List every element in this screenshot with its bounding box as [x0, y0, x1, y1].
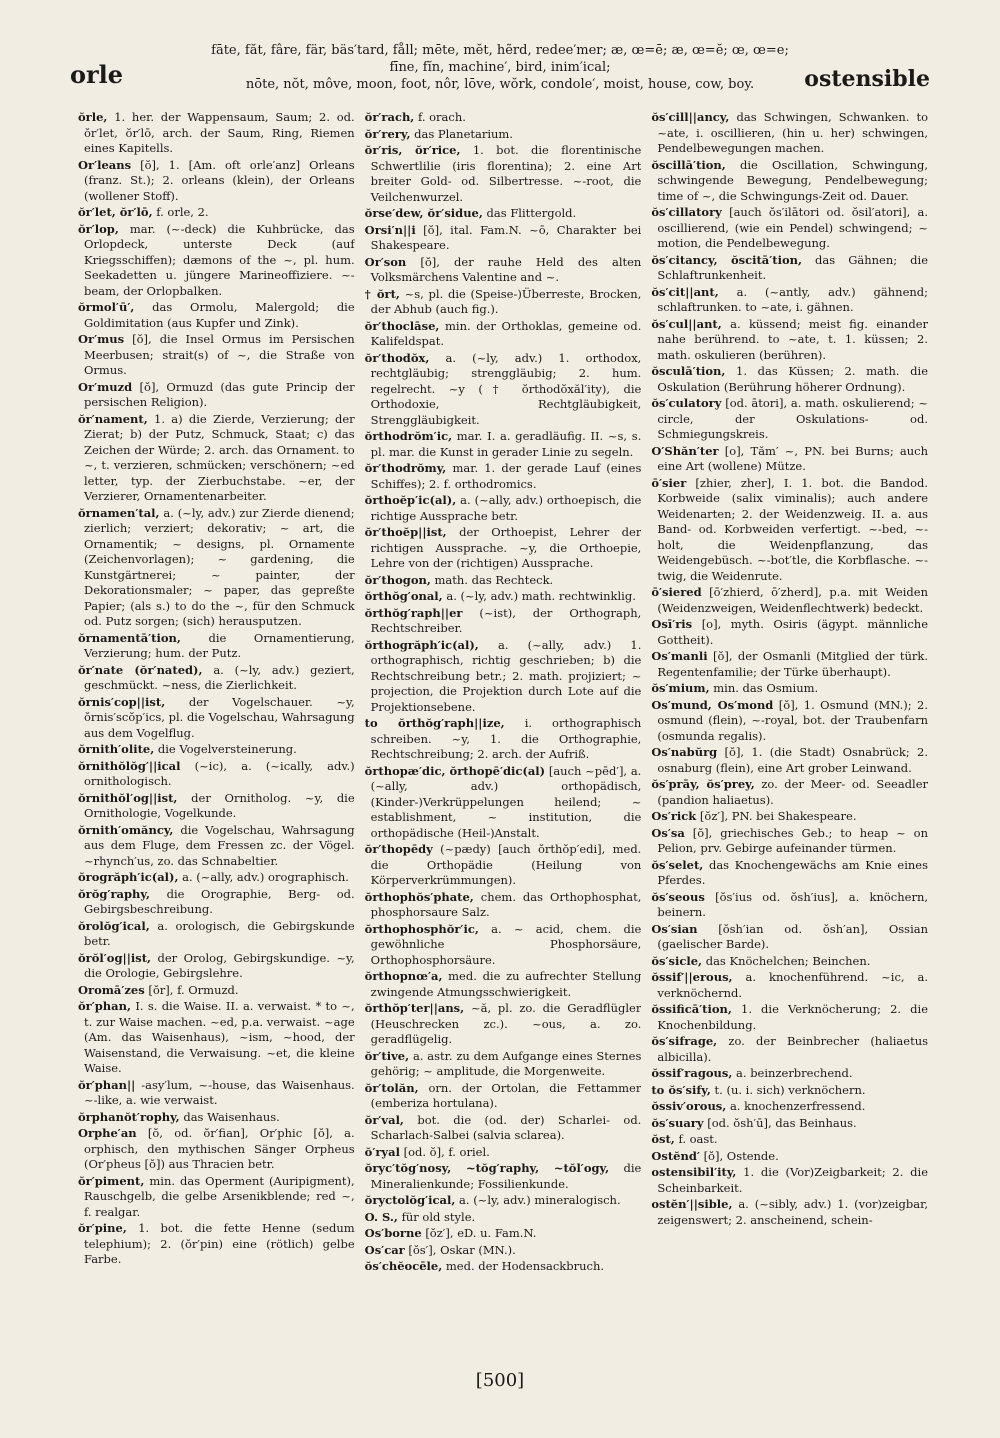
entry-headword: Os′nabŭrg — [651, 745, 718, 759]
dictionary-entry — [365, 461, 642, 492]
entry-definition: [ŏr], f. Ormuzd. — [148, 982, 239, 997]
entry-headword: ŏ′ryal — [364, 1144, 400, 1159]
entry-headword: ŏrthŏg′onal, — [364, 589, 443, 603]
entry-definition: med. der Hodensackbruch. — [445, 1259, 605, 1273]
dictionary-entry — [78, 791, 355, 822]
entry-headword: ostensibil′ity, — [651, 1165, 737, 1179]
dictionary-entry — [365, 1243, 642, 1259]
entry-headword: ŏrthophŏs′phate, — [364, 889, 474, 904]
entry-headword: ŏryctolŏg′ical, — [364, 1193, 456, 1207]
entry-headword: ŏs′culatory — [651, 396, 722, 410]
dictionary-entry — [651, 585, 928, 616]
entry-headword: ŏssif′||erous, — [651, 970, 733, 984]
right-guide-word: ostensible — [804, 66, 930, 92]
dictionary-entry — [365, 573, 642, 589]
dictionary-entry — [78, 1126, 355, 1173]
dictionary-entry — [365, 969, 642, 1000]
dictionary-entry — [651, 858, 928, 889]
entry-headword: ŏrolŏg′ical, — [78, 918, 150, 933]
entry-definition: [ŏ], Ostende. — [703, 1148, 779, 1163]
dictionary-entry — [78, 695, 355, 742]
entry-headword: ŏrse′dew, ŏr′sidue, — [364, 206, 483, 220]
entry-headword: ŏssiv′orous, — [651, 1099, 727, 1113]
dictionary-entry — [365, 287, 642, 318]
dictionary-entry — [78, 158, 355, 205]
entry-definition: 1. die (Vor)Zeigbarkeit; 2. die Scheinbarkeit. — [657, 1165, 929, 1195]
dictionary-entry — [651, 110, 928, 157]
entry-headword: ŏrnamentā′tion, — [78, 630, 181, 645]
dictionary-entry — [78, 823, 355, 870]
entry-definition: der Orthoepist, Lehrer der richtigen Aussprache. ~y, die Orthoepie, Lehre von der (richtigen) Aussprache. — [370, 525, 642, 570]
entry-definition: [od. ŏsh′ū], das Beinhaus. — [707, 1115, 857, 1130]
entry-headword: ŏr′thodŏx, — [364, 350, 430, 365]
entry-headword: ŏr′rach, — [364, 110, 415, 124]
page-number: [500] — [475, 1370, 525, 1391]
dictionary-entry — [365, 606, 642, 637]
entry-definition: 1. das Küssen; 2. math. die Oskulation (Berührung höherer Ordnung). — [657, 364, 929, 394]
entry-definition: min. der Orthoklas, gemeine od. Kalifeldspat. — [370, 318, 642, 348]
entry-headword: ŏrogrăph′ic(al), — [78, 870, 179, 884]
dictionary-entry — [78, 110, 355, 157]
dictionary-entry — [78, 1174, 355, 1221]
entry-headword: ŏssificā′tion, — [651, 1002, 732, 1016]
entry-headword: ŏrthodrŏm′ic, — [364, 429, 453, 443]
entry-headword: ŏs′selet, — [651, 857, 704, 872]
entry-definition: [ŏz′], PN. bei Shakespeare. — [699, 809, 857, 823]
entry-definition: das Gähnen; die Schlaftrunkenheit. — [657, 252, 929, 282]
entry-headword: ŏr′phan|| — [78, 1077, 136, 1092]
entry-definition: das Flittergold. — [486, 206, 577, 220]
entry-definition: der Orolog, Gebirgskundige. ~y, die Orologie, Gebirgslehre. — [84, 950, 355, 980]
dictionary-entry — [365, 127, 642, 143]
dictionary-entry — [651, 158, 928, 205]
entry-headword: Or′muzd — [78, 379, 133, 394]
entry-definition: min. das Osmium. — [713, 681, 819, 695]
entry-headword: ŏrthŏg′raph||er — [364, 605, 463, 620]
dictionary-entry — [365, 922, 642, 969]
dictionary-entry — [78, 887, 355, 918]
dictionary-entry — [365, 589, 642, 605]
entry-headword: ŏr′lop, — [78, 221, 119, 236]
dictionary-entry — [365, 1193, 642, 1209]
entry-definition: das Schwingen, Schwanken. to ~ate, i. oscillieren, (hin u. her) schwingen, Pendelbewegungen machen. — [657, 110, 929, 155]
entry-headword: ŏs′cillatory — [651, 205, 722, 219]
dictionary-entry — [365, 1161, 642, 1192]
dictionary-entry — [365, 1049, 642, 1080]
entry-headword: ŏs′mium, — [651, 681, 710, 695]
dictionary-entry — [365, 1081, 642, 1112]
entry-definition: a. (~ly, adv.) 1. orthodox, rechtgläubig; strenggläubig; 2. hum. regelrecht. ~y († ŏrthodŏxăl′ity), die Orthodoxie, Rechtgläubigkeit, Strenggläubigkeit. — [370, 350, 642, 427]
dictionary-entry — [651, 826, 928, 857]
entry-headword: Osī′ris — [651, 617, 693, 631]
dictionary-entry — [78, 1078, 355, 1109]
entry-definition: f. orle, 2. — [156, 205, 209, 219]
entry-headword: ŏs′cill||ancy, — [651, 110, 730, 124]
entry-definition: -asy′lum, ~-house, das Waisenhaus. ~-like, a. wie verwaist. — [84, 1077, 355, 1107]
entry-headword: Os′sa — [651, 825, 685, 840]
dictionary-entry — [365, 525, 642, 572]
dictionary-entry — [651, 285, 928, 316]
entry-headword: Orsi′n||i — [364, 222, 416, 237]
entry-definition: [ŏ], ital. Fam.N. ~ō, Charakter bei Shakespeare. — [370, 222, 642, 252]
pronunciation-key — [200, 42, 800, 93]
dictionary-entry — [651, 745, 928, 776]
entry-definition: [ŏ], Ormuzd (das gute Princip der persischen Religion). — [84, 379, 355, 409]
entry-definition: a. küssend; meist fig. einander nahe berührend. to ~ate, t. 1. küssen; 2. math. oskulieren (berühren). — [657, 316, 929, 362]
entry-headword: ŏs′cit||ant, — [651, 284, 719, 299]
entry-definition: min. das Operment (Auripigment), Rauschgelb, die gelbe Arsenikblende; red ~, f. realgar. — [84, 1173, 355, 1219]
entry-definition: med. die zu aufrechter Stellung zwingende Atmungsschwierigkeit. — [370, 969, 642, 999]
entry-headword: ŏr′phan, — [78, 999, 131, 1013]
entry-headword: Os′manli — [651, 649, 708, 663]
entry-definition: a. beinzerbrechend. — [736, 1066, 853, 1080]
dictionary-entry — [651, 954, 928, 970]
entry-definition: die Vogelversteinerung. — [157, 742, 297, 756]
entry-definition: f. oast. — [678, 1132, 718, 1146]
entry-headword: ŏr′ris, ŏr′rice, — [364, 143, 461, 157]
dictionary-entry — [651, 890, 928, 921]
entry-headword: † ŏrt, — [364, 286, 400, 301]
entry-headword: ŏr′thoclāse, — [364, 318, 440, 333]
dictionary-entry — [365, 890, 642, 921]
dictionary-entry — [365, 1113, 642, 1144]
entry-headword: ŏryc′tŏg′nosy, ~tŏg′raphy, ~tŏl′ogy, — [364, 1161, 610, 1175]
dictionary-entry — [78, 759, 355, 790]
entry-headword: Ostĕnd′ — [651, 1148, 700, 1163]
dictionary-entry — [651, 649, 928, 680]
left-guide-word: orle — [70, 60, 124, 89]
entry-definition: [ŏ, od. ŏr′fian], Or′phic [ŏ], a. orphisch, den mythischen Sänger Orpheus (Or′pheus [ŏ]) aus Thracien betr. — [84, 1126, 355, 1171]
entry-definition: t. (u. i. sich) verknöchern. — [714, 1082, 866, 1097]
dictionary-entry — [365, 319, 642, 350]
dictionary-entry — [78, 506, 355, 630]
dictionary-entry — [365, 1001, 642, 1048]
dictionary-entry — [365, 1210, 642, 1226]
dictionary-entry — [651, 476, 928, 585]
entry-headword: Oromā′zes — [78, 982, 145, 997]
column-3 — [651, 110, 928, 1372]
entry-headword: ŏr′tolăn, — [364, 1080, 419, 1095]
entry-definition: [ŏ], der rauhe Held des alten Volksmärchens Valentine and ~. — [370, 254, 642, 284]
entry-headword: ostĕn′||sible, — [651, 1197, 733, 1211]
dictionary-entry — [78, 205, 355, 221]
dictionary-entry — [78, 1110, 355, 1126]
entry-headword: Or′mus — [78, 332, 125, 346]
dictionary-entry — [365, 143, 642, 205]
dictionary-entry — [651, 970, 928, 1001]
entry-headword: ŏs′sifrage, — [651, 1034, 718, 1048]
entry-definition: [ŏs′ius od. ŏsh′ius], a. knöchern, beinern. — [657, 889, 929, 919]
dictionary-entry — [651, 253, 928, 284]
dictionary-entry — [365, 255, 642, 286]
entry-headword: ŏs′citancy, ŏscitā′tion, — [651, 252, 803, 267]
entry-definition: f. orach. — [417, 110, 466, 124]
entry-headword: ŏr′rery, — [364, 126, 411, 141]
dictionary-entry — [651, 1034, 928, 1065]
entry-definition: ~s, pl. die (Speise-)Überreste, Brocken, der Abhub (auch fig.). — [370, 286, 642, 316]
dictionary-entry — [78, 332, 355, 379]
entry-definition: a. (~ly, adv.) zur Zierde dienend; zierlich; verziert; dekorativ; ~ art, die Ornamentik; ~ designs, pl. Ornamente (Zeichenvorlagen); ~ gardening, die Kunstgärtnerei; ~ painter, der Dekorationsmaler; ~ paper, das gepreßte Papier; (als s.) to do the ~, für den Schmuck od. Putz sorgen; (sich) herausputzen. — [84, 505, 355, 628]
entry-headword: ŏrnith′omăncy, — [78, 822, 174, 837]
dictionary-entry — [651, 1116, 928, 1132]
entry-definition: 1. bot. die florentinische Schwertlilie (iris florentina); 2. eine Art breiter Gold- od. Silbertresse. ~-root, die Veilchenwurzel. — [370, 143, 642, 204]
dictionary-entry — [78, 222, 355, 300]
entry-headword: ō′sier — [651, 475, 687, 490]
entry-definition: a. knochenführend. ~ic, a. verknöchernd. — [657, 970, 929, 1000]
dictionary-entry — [365, 1145, 642, 1161]
entry-definition: der Ornitholog. ~y, die Ornithologie, Vogelkunde. — [84, 790, 355, 820]
entry-headword: ŏrnith′olite, — [78, 742, 155, 756]
dictionary-entry — [365, 1259, 642, 1275]
entry-headword: Os′car — [364, 1242, 405, 1257]
entry-definition: bot. die (od. der) Scharlei- od. Scharlach-Salbei (salvia sclarea). — [370, 1112, 642, 1142]
entry-definition: chem. das Orthophosphat, phosphorsaure Salz. — [370, 889, 642, 919]
entry-definition: [o], Tăm′ ~, PN. bei Burns; auch eine Art (wollene) Mütze. — [657, 443, 929, 473]
entry-headword: ŏr′thogon, — [364, 572, 431, 587]
entry-definition: orn. der Ortolan, die Fettammer (emberiza hortulana). — [370, 1080, 642, 1110]
entry-headword: ŏrnithŏl′og||ist, — [78, 790, 178, 805]
dictionary-entry — [365, 351, 642, 429]
entry-headword: ŏsculā′tion, — [651, 364, 726, 378]
entry-definition: 1. her. der Wappensaum, Saum; 2. od. ŏr′let, ŏr′lō, arch. der Saum, Ring, Riemen eines Kapitells. — [84, 110, 355, 155]
dictionary-entry — [651, 1083, 928, 1099]
entry-definition: math. das Rechteck. — [434, 572, 554, 587]
entry-definition: zo. der Meer- od. Seeadler (pandion haliaetus). — [657, 777, 929, 807]
entry-headword: ŏr′val, — [364, 1112, 404, 1127]
entry-definition: [ŏ], der Osmanli (Mitglied der türk. Regentenfamilie; der Türke überhaupt). — [657, 649, 929, 679]
entry-definition: a. (~ly, adv.) geziert, geschmückt. ~ness, die Zierlichkeit. — [84, 662, 355, 692]
dictionary-entry — [365, 842, 642, 889]
entry-definition: die Orographie, Berg- od. Gebirgsbeschreibung. — [84, 886, 355, 916]
entry-headword: ŏrnamen′tal, — [78, 505, 160, 520]
entry-definition: a. (~sibly, adv.) 1. (vor)zeigbar, zeigenswert; 2. anscheinend, schein- — [657, 1197, 929, 1227]
dictionary-entry — [365, 638, 642, 716]
entry-definition: [ŏs′], Oskar (MN.). — [408, 1242, 516, 1257]
dictionary-entry — [78, 300, 355, 331]
column-2 — [365, 110, 642, 1372]
entry-headword: ŏr′thodrŏmy, — [364, 461, 447, 475]
dictionary-entry — [365, 764, 642, 842]
entry-headword: Os′borne — [364, 1226, 422, 1240]
dictionary-entry — [651, 777, 928, 808]
entry-headword: Os′sian — [651, 921, 698, 936]
dictionary-entry — [365, 1226, 642, 1242]
entry-definition: a. (~ally, adv.) 1. orthographisch, richtig geschrieben; b) die Rechtschreibung betr.; 2. math. projiziert; ~ projection, die Projektion durch Lote auf die Projektionsebene. — [370, 637, 642, 714]
entry-definition: [o], myth. Osiris (ägypt. männliche Gottheit). — [657, 617, 929, 647]
entry-headword: O′Shăn′ter — [651, 443, 719, 458]
entry-definition: [ŏ], griechisches Geb.; to heap ~ on Pelion, prv. Gebirge aufeinander türmen. — [657, 825, 929, 855]
entry-definition: mar. I. a. geradläufig. II. ~s, s. pl. mar. die Kunst in gerader Linie zu segeln. — [370, 429, 642, 459]
entry-definition: [auch ~pēd′], a. (~ally, adv.) orthopädisch, (Kinder-)Verkrüppelungen heilend; ~ establishment, ~ institution, die orthopädische (Heil-)Anstalt. — [370, 763, 642, 840]
dictionary-entry — [651, 444, 928, 475]
entry-headword: ŏr′thoĕp||ist, — [364, 525, 447, 539]
entry-headword: ŏs′prāy, ŏs′prey, — [651, 777, 755, 791]
entry-definition: 1. die Verknöcherung; 2. die Knochenbildung. — [657, 1002, 929, 1032]
entry-headword: ŏr′thopēdy — [364, 842, 433, 856]
dictionary-entry — [78, 742, 355, 758]
dictionary-entry — [651, 1132, 928, 1148]
dictionary-entry — [651, 698, 928, 745]
column-1 — [78, 110, 355, 1372]
entry-definition: [ŏsh′ian od. ŏsh′an], Ossian (gaelischer Barde). — [657, 921, 929, 951]
entry-headword: ŏr′nament, — [78, 411, 148, 426]
dictionary-entry — [365, 493, 642, 524]
entry-definition: das Knochengewächs am Knie eines Pferdes. — [657, 857, 929, 887]
dictionary-entry — [78, 1221, 355, 1268]
entry-definition: [od. ŏ], f. oriel. — [403, 1144, 490, 1159]
entry-headword: ŏrle, — [78, 110, 108, 124]
entry-definition: a. (~ally, adv.) orographisch. — [182, 870, 349, 884]
entry-headword: ŏs′sicle, — [651, 953, 703, 968]
entry-definition: a. knochenzerfressend. — [729, 1099, 866, 1113]
pronunciation-key-line-2: fīne, fĭn, machine′, bird, inim′ical; — [389, 60, 611, 75]
dictionary-entry — [78, 919, 355, 950]
entry-headword: ŏs′cul||ant, — [651, 316, 722, 331]
dictionary-entry — [651, 317, 928, 364]
entry-definition: 1. a) die Zierde, Verzierung; der Zierat; b) der Putz, Schmuck, Staat; c) das Zeichen der Würde; 2. arch. das Ornament. to ~, t. verzieren, schmücken; verschönern; ~ed letter, typ. der Zierbuchstabe. ~er, der Verzierer, Ornamentenarbeiter. — [84, 411, 355, 503]
entry-columns — [78, 110, 928, 1372]
entry-definition: [ŏ], 1. [Am. oft orle′anz] Orleans (franz. St.); 2. orleans (klein), der Orleans (wollener Stoff). — [84, 157, 355, 203]
dictionary-entry — [651, 1149, 928, 1165]
entry-definition: (~ic), a. (~ically, adv.) ornithologisch. — [84, 758, 355, 788]
pronunciation-key-line-1: fāte, făt, fâre, fär, bäs′tard, fåll; mēte, mĕt, hẽrd, redee′mer; æ, œ=ē; æ, œ=ĕ; œ, œ=e; — [211, 43, 789, 58]
entry-definition: a. ~ acid, chem. die gewöhnliche Phosphorsäure, Orthophosphorsäure. — [370, 921, 642, 967]
entry-headword: ō′siered — [651, 585, 702, 599]
entry-definition: i. orthographisch schreiben. ~y, 1. die Orthographie, Rechtschreibung; 2. arch. der Aufriß. — [370, 716, 642, 761]
entry-headword: ŏrphanŏt′rophy, — [78, 1109, 180, 1124]
entry-definition: [auch ŏs′ilātori od. ŏsil′atori], a. oscillierend, (wie ein Pendel) schwingend; ~ motion, die Pendelbewegung. — [657, 205, 929, 250]
entry-definition: a. (~ally, adv.) orthoepisch, die richtige Aussprache betr. — [370, 493, 642, 523]
entry-definition: das Knöchelchen; Beinchen. — [705, 953, 871, 968]
entry-definition: [ŏ], 1. (die Stadt) Osnabrück; 2. osnaburg (flein), eine Art grober Leinwand. — [657, 745, 929, 775]
entry-headword: ŏs′chĕocēle, — [364, 1259, 443, 1273]
entry-definition: a. (~ly, adv.) mineralogisch. — [459, 1193, 621, 1207]
entry-headword: to ŏs′sify, — [651, 1082, 711, 1097]
entry-headword: ŏrthŏp′ter||ans, — [364, 1001, 465, 1015]
entry-definition: [ŏ], 1. Osmund (MN.); 2. osmund (flein), ~-royal, bot. der Traubenfarn (osmunda regalis). — [657, 697, 929, 743]
dictionary-entry — [651, 681, 928, 697]
entry-definition: I. s. die Waise. II. a. verwaist. * to ~, t. zur Waise machen. ~ed, p.a. verwaist. ~age (Am. das Waisenhaus), ~ism, ~hood, der Waisenstand, die Verwaisung. ~et, die kleine Waise. — [84, 999, 355, 1075]
entry-definition: a. (~ly, adv.) math. rechtwinklig. — [446, 589, 636, 603]
entry-headword: ŏrthoĕp′ic(al), — [364, 493, 457, 507]
dictionary-entry — [365, 110, 642, 126]
entry-headword: ŏrmol′ū′, — [78, 300, 135, 314]
entry-headword: ŏr′pine, — [78, 1221, 127, 1235]
pronunciation-key-line-3: nōte, nŏt, môve, moon, foot, nôr, lōve, wŏrk, condole′, moist, house, cow, boy. — [245, 77, 755, 92]
entry-headword: ŏs′suary — [651, 1115, 704, 1130]
entry-headword: to ŏrthŏg′raph||ize, — [364, 716, 505, 730]
entry-definition: [zhier, zher], I. 1. bot. die Bandod. Korbweide (salix viminalis); auch andere Weidenarten; 2. der Weidenzweig. II. a. aus Band- od. Korbweiden verfertigt. ~-bed, ~-holt, die Weidenpflanzung, das Weidengebüsch. ~-bot′tle, die Korbflasche. ~-twig, die Weidenrute. — [657, 475, 929, 583]
entry-headword: ŏr′tive, — [364, 1048, 410, 1063]
entry-definition: der Vogelschauer. ~y, ŏrnis′scŏp′ics, pl. die Vogelschau, Wahrsagung aus dem Vogelflug. — [84, 694, 355, 740]
entry-headword: ŏrthogrăph′ic(al), — [364, 637, 479, 652]
entry-headword: ŏrthophosphŏr′ic, — [364, 921, 479, 936]
entry-definition: die Vogelschau, Wahrsagung aus dem Fluge, dem Fressen zc. der Vögel. ~rhynch′us, zo. das Schnabeltier. — [84, 822, 355, 868]
dictionary-entry — [651, 205, 928, 252]
entry-definition: das Waisenhaus. — [183, 1109, 280, 1124]
entry-definition: für old style. — [401, 1209, 476, 1224]
dictionary-entry — [651, 1002, 928, 1033]
dictionary-entry — [78, 380, 355, 411]
entry-headword: ŏr′let, ŏr′lō, — [78, 205, 153, 219]
entry-headword: ŏrthopæ′dic, ŏrthopē′dic(al) — [364, 763, 546, 778]
entry-definition: [ŏz′], eD. u. Fam.N. — [425, 1226, 537, 1240]
dictionary-entry — [78, 983, 355, 999]
dictionary-entry — [651, 1066, 928, 1082]
entry-headword: ŏrnithŏlŏg′||ical — [78, 758, 181, 773]
entry-headword: ŏs′seous — [651, 889, 705, 904]
entry-headword: ŏr′nate (ŏr′nated), — [78, 662, 203, 677]
entry-definition: die Oscillation, Schwingung, schwingende Bewegung, Pendelbewegung; time of ~, die Schwingungs-Zeit od. Dauer. — [657, 157, 929, 203]
entry-headword: ŏrŏg′raphy, — [78, 886, 150, 901]
dictionary-entry — [365, 223, 642, 254]
entry-headword: O. S., — [364, 1209, 398, 1224]
entry-definition: [od. ātori], a. math. oskulierend; ~ circle, der Oskulations- od. Schmiegungskreis. — [657, 396, 929, 441]
entry-headword: Os′rick — [651, 809, 697, 823]
entry-headword: ŏst, — [651, 1132, 675, 1146]
dictionary-entry — [78, 870, 355, 886]
entry-definition: a. astr. zu dem Aufgange eines Sternes gehörig; ~ amplitude, die Morgenweite. — [370, 1048, 642, 1078]
entry-definition: [ō′zhierd, ō′zherd], p.a. mit Weiden (Weidenzweigen, Weidenflechtwerk) bedeckt. — [657, 585, 929, 615]
entry-definition: zo. der Beinbrecher (haliaetus albicilla). — [657, 1034, 929, 1064]
entry-headword: ŏscillā′tion, — [651, 157, 726, 172]
entry-headword: Or′son — [364, 254, 407, 269]
dictionary-entry — [78, 412, 355, 505]
dictionary-entry — [651, 1165, 928, 1196]
entry-headword: ŏrŏl′og||ist, — [78, 950, 152, 965]
dictionary-entry — [651, 922, 928, 953]
dictionary-entry — [651, 1197, 928, 1228]
entry-headword: ŏrnis′cop||ist, — [78, 694, 166, 709]
entry-headword: Os′mund, Os′mond — [651, 697, 774, 712]
dictionary-entry — [651, 364, 928, 395]
entry-definition: ~ă, pl. zo. die Geradflügler (Heuschrecken zc.). ~ous, a. zo. geradflügelig. — [370, 1001, 642, 1046]
entry-definition: 1. bot. die fette Henne (sedum telephium); 2. (ŏr′pin) eine (rötlich) gelbe Farbe. — [84, 1221, 355, 1266]
dictionary-entry — [78, 663, 355, 694]
entry-headword: Orphe′an — [78, 1126, 137, 1140]
dictionary-entry — [651, 617, 928, 648]
entry-definition: [ŏ], die Insel Ormus im Persischen Meerbusen; strait(s) of ~, die Straße von Ormus. — [84, 332, 355, 377]
entry-headword: ŏssif′ragous, — [651, 1066, 733, 1080]
entry-definition: a. orologisch, die Gebirgskunde betr. — [84, 918, 355, 948]
entry-definition: das Ormolu, Malergold; die Goldimitation (aus Kupfer und Zink). — [84, 300, 355, 330]
entry-definition: a. (~antly, adv.) gähnend; schlaftrunken. to ~ate, i. gähnen. — [657, 284, 929, 314]
dictionary-entry — [78, 631, 355, 662]
entry-definition: mar. 1. der gerade Lauf (eines Schiffes); 2. f. orthodromics. — [370, 461, 642, 491]
entry-headword: ŏr′piment, — [78, 1173, 145, 1188]
dictionary-entry — [78, 951, 355, 982]
entry-definition: das Planetarium. — [414, 126, 513, 141]
entry-definition: (~ist), der Orthograph, Rechtschreiber. — [370, 605, 642, 635]
dictionary-entry — [651, 1099, 928, 1115]
entry-headword: Or′leans — [78, 157, 132, 172]
dictionary-entry — [651, 396, 928, 443]
entry-definition: die Ornamentierung, Verzierung; hum. der Putz. — [84, 630, 355, 660]
entry-definition: mar. (~-deck) die Kuhbrücke, das Orlopdeck, unterste Deck (auf Kriegsschiffen); dæmons of the ~, pl. hum. Seekadetten u. jüngere Marineoffiziere. ~-beam, der Orlopbalken. — [84, 221, 355, 298]
dictionary-entry — [78, 999, 355, 1077]
entry-definition: (~pædy) [auch ŏrthŏp′edi], med. die Orthopädie (Heilung von Körperverkrümmungen). — [370, 842, 642, 887]
dictionary-entry — [365, 206, 642, 222]
dictionary-entry — [365, 429, 642, 460]
dictionary-entry — [365, 716, 642, 763]
dictionary-entry — [651, 809, 928, 825]
entry-definition: die Mineralienkunde; Fossilienkunde. — [370, 1161, 642, 1191]
entry-headword: ŏrthopnœ′a, — [364, 969, 443, 983]
